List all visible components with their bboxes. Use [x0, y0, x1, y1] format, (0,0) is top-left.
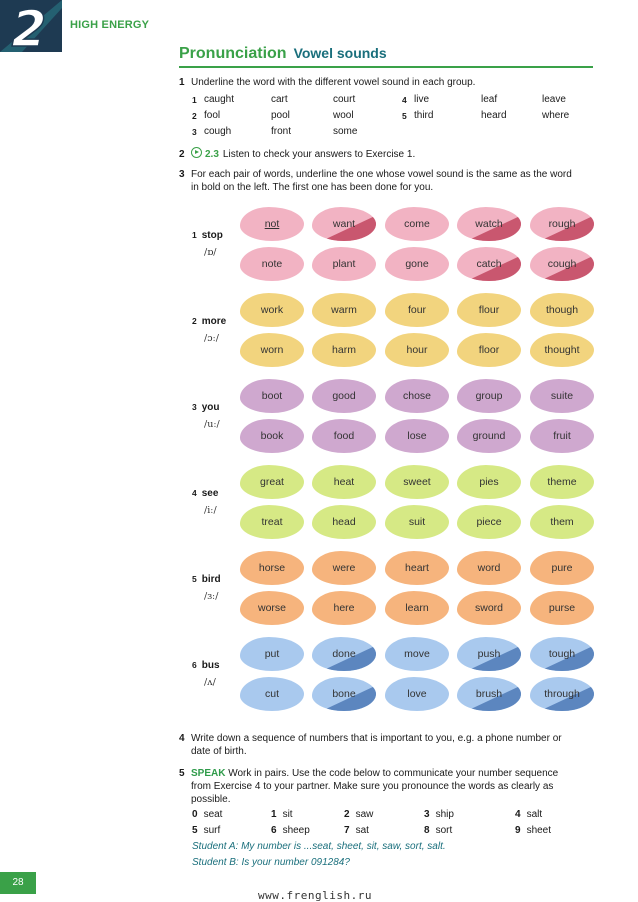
row-label: 3 you [192, 402, 220, 413]
exercise-2-instruction: 2 2.3 Listen to check your answers to Exercise 1. [179, 149, 416, 160]
word-label: plant [332, 258, 356, 270]
unit-badge [0, 0, 62, 52]
word-label: lose [407, 430, 427, 442]
group-word: pool [271, 110, 290, 121]
group-word: third [414, 110, 434, 121]
exercise-5-instruction-2: from Exercise 4 to your partner. Make sure you pronounce the words as clearly as [191, 781, 554, 792]
group-word: some [333, 126, 358, 137]
code-item: 2 saw [344, 809, 374, 820]
word-blob[interactable] [312, 637, 376, 671]
code-item: 1 sit [271, 809, 293, 820]
word-blob[interactable] [457, 333, 521, 367]
word-label: heart [405, 562, 429, 574]
word-label: cough [547, 258, 577, 270]
group-word: wool [333, 110, 354, 121]
word-label: though [545, 304, 579, 316]
code-item: 7 sat [344, 825, 369, 836]
word-blob[interactable] [530, 637, 594, 671]
word-blob[interactable] [457, 207, 521, 241]
word-blob[interactable] [385, 465, 449, 499]
group-word: live [414, 94, 430, 105]
word-label: move [404, 648, 430, 660]
word-label: horse [258, 562, 286, 574]
exercise-5-instruction-3: possible. [191, 794, 231, 805]
word-label: here [333, 602, 355, 614]
word-blob[interactable] [312, 465, 376, 499]
group-item: 3 [192, 127, 197, 137]
word-label: watch [475, 218, 503, 230]
word-blob[interactable] [240, 419, 304, 453]
word-label: food [333, 430, 355, 442]
word-blob[interactable] [312, 333, 376, 367]
exercise-4-instruction-2: date of birth. [191, 746, 247, 757]
exercise-3-instruction-2: in bold on the left. The first one has been done for you. [191, 182, 434, 193]
word-label: sweet [403, 476, 431, 488]
group-item: 5 [402, 111, 407, 121]
speak-label: SPEAK [191, 768, 226, 779]
word-label: four [407, 304, 427, 316]
word-blob[interactable] [240, 207, 304, 241]
word-blob[interactable] [457, 293, 521, 327]
word-blob[interactable] [530, 293, 594, 327]
word-label: learn [405, 602, 429, 614]
word-blob[interactable] [457, 591, 521, 625]
group-item: 1 [192, 95, 197, 105]
word-label: pies [479, 476, 499, 488]
group-item: 4 [402, 95, 407, 105]
word-label: pure [551, 562, 573, 574]
word-blob[interactable] [457, 419, 521, 453]
word-blob[interactable] [312, 419, 376, 453]
footer-url: www.frenglish.ru [258, 889, 372, 902]
exercise-3-instruction: 3 For each pair of words, underline the one whose vowel sound is the same as the word [179, 169, 572, 180]
word-label: head [332, 516, 356, 528]
word-blob[interactable] [530, 419, 594, 453]
word-blob[interactable] [240, 293, 304, 327]
word-label: push [477, 648, 501, 660]
word-label: sword [474, 602, 503, 614]
word-blob[interactable] [312, 505, 376, 539]
word-blob[interactable] [530, 207, 594, 241]
exercise-1-instruction: 1 Underline the word with the different vowel sound in each group. [179, 77, 476, 88]
word-label: purse [548, 602, 576, 614]
word-blob[interactable] [240, 677, 304, 711]
word-blob[interactable] [240, 505, 304, 539]
word-blob[interactable] [457, 465, 521, 499]
word-label: great [260, 476, 284, 488]
word-label: come [404, 218, 430, 230]
group-word: cough [204, 126, 232, 137]
word-blob[interactable] [530, 591, 594, 625]
word-label: brush [475, 688, 503, 700]
word-label: bone [332, 688, 356, 700]
word-blob[interactable] [385, 419, 449, 453]
word-label: done [332, 648, 356, 660]
code-item: 3 ship [424, 809, 454, 820]
play-circle-icon[interactable] [191, 147, 202, 158]
word-blob[interactable] [240, 591, 304, 625]
word-blob[interactable] [312, 677, 376, 711]
word-blob[interactable] [385, 551, 449, 585]
row-ipa: /ʌ/ [204, 677, 216, 688]
word-blob[interactable] [457, 247, 521, 281]
word-blob[interactable] [312, 247, 376, 281]
word-label: warm [331, 304, 357, 316]
word-label: chose [402, 390, 432, 402]
word-blob[interactable] [385, 591, 449, 625]
word-label: put [264, 648, 280, 660]
word-blob[interactable] [385, 207, 449, 241]
exercise-4-instruction: 4 Write down a sequence of numbers that is important to you, e.g. a phone number or [179, 733, 562, 744]
title-sub: Vowel sounds [293, 45, 387, 61]
row-ipa: /ɒ/ [204, 247, 217, 258]
title-rule [179, 66, 593, 68]
word-label: them [550, 516, 574, 528]
code-item: 0 seat [192, 809, 223, 820]
word-blob[interactable] [312, 293, 376, 327]
word-label: thought [544, 344, 580, 356]
word-blob[interactable] [530, 505, 594, 539]
page-number: 28 [0, 872, 36, 894]
group-word: heard [481, 110, 507, 121]
word-blob[interactable] [240, 637, 304, 671]
word-blob[interactable] [385, 637, 449, 671]
word-label: boot [261, 390, 283, 402]
student-b-line: Student B: Is your number 091284? [192, 857, 350, 868]
row-label: 2 more [192, 316, 227, 327]
word-label: were [332, 562, 356, 574]
word-blob[interactable] [312, 591, 376, 625]
word-blob[interactable] [530, 551, 594, 585]
title-main: Pronunciation [179, 45, 287, 62]
group-word: fool [204, 110, 221, 121]
word-blob[interactable] [530, 677, 594, 711]
word-blob[interactable] [240, 247, 304, 281]
word-blob[interactable] [240, 465, 304, 499]
word-label: want [332, 218, 356, 230]
word-blob[interactable] [457, 637, 521, 671]
word-label: piece [476, 516, 502, 528]
group-word: leave [542, 94, 566, 105]
word-label: hour [406, 344, 428, 356]
word-blob[interactable] [385, 247, 449, 281]
student-a-line: Student A: My number is ...seat, sheet, sit, saw, sort, salt. [192, 841, 446, 852]
row-label: 4 see [192, 488, 219, 499]
word-label: rough [548, 218, 576, 230]
word-blob[interactable] [240, 551, 304, 585]
word-label: book [260, 430, 284, 442]
word-blob[interactable] [457, 551, 521, 585]
word-label: good [332, 390, 356, 402]
word-label: not [264, 218, 280, 230]
word-blob[interactable] [312, 207, 376, 241]
word-label: word [477, 562, 501, 574]
word-blob[interactable] [530, 247, 594, 281]
code-item: 4 salt [515, 809, 543, 820]
word-label: floor [478, 344, 500, 356]
code-item: 9 sheet [515, 825, 552, 836]
word-label: tough [548, 648, 576, 660]
word-blob[interactable] [457, 379, 521, 413]
word-label: theme [547, 476, 577, 488]
word-blob[interactable] [385, 293, 449, 327]
word-label: catch [476, 258, 502, 270]
code-item: 8 sort [424, 825, 453, 836]
word-blob[interactable] [530, 379, 594, 413]
word-label: treat [261, 516, 283, 528]
word-blob[interactable] [385, 505, 449, 539]
row-ipa: /iː/ [204, 505, 217, 516]
unit-number: 2 [11, 0, 47, 52]
unit-label: HIGH ENERGY [70, 19, 150, 31]
word-label: flour [478, 304, 500, 316]
page-title [179, 45, 387, 63]
word-blob[interactable] [385, 677, 449, 711]
word-label: cut [264, 688, 279, 700]
word-blob[interactable] [530, 333, 594, 367]
exercise-5-instruction: 5 SPEAK Work in pairs. Use the code below to communicate your number sequence [179, 768, 559, 779]
word-blob[interactable] [385, 333, 449, 367]
word-label: suite [550, 390, 574, 402]
group-word: front [271, 126, 292, 137]
word-label: note [261, 258, 283, 270]
word-label: group [475, 390, 503, 402]
word-blob[interactable] [240, 379, 304, 413]
row-ipa: /ɔː/ [204, 333, 219, 344]
word-blob[interactable] [530, 465, 594, 499]
group-word: where [542, 110, 570, 121]
group-word: leaf [481, 94, 498, 105]
row-label: 1 stop [192, 230, 223, 241]
row-label: 6 bus [192, 660, 220, 671]
word-label: through [544, 688, 580, 700]
row-ipa: /ɜː/ [204, 591, 219, 602]
word-label: love [407, 688, 427, 700]
word-label: heat [333, 476, 355, 488]
word-blob[interactable] [457, 505, 521, 539]
code-item: 5 surf [192, 825, 221, 836]
row-label: 5 bird [192, 574, 221, 585]
word-label: worse [257, 602, 286, 614]
audio-track: 2.3 [205, 149, 219, 160]
word-label: work [260, 304, 284, 316]
word-blob[interactable] [240, 333, 304, 367]
code-item: 6 sheep [271, 825, 310, 836]
word-label: ground [472, 430, 506, 442]
group-word: caught [204, 94, 235, 105]
word-label: harm [332, 344, 356, 356]
word-label: gone [405, 258, 429, 270]
row-ipa: /uː/ [204, 419, 220, 430]
word-label: fruit [553, 430, 571, 442]
word-blob[interactable] [312, 551, 376, 585]
word-label: worn [260, 344, 284, 356]
word-label: suit [408, 516, 426, 528]
group-item: 2 [192, 111, 197, 121]
word-blob[interactable] [312, 379, 376, 413]
word-blob[interactable] [385, 379, 449, 413]
group-word: court [333, 94, 356, 105]
word-blob[interactable] [457, 677, 521, 711]
group-word: cart [271, 94, 288, 105]
